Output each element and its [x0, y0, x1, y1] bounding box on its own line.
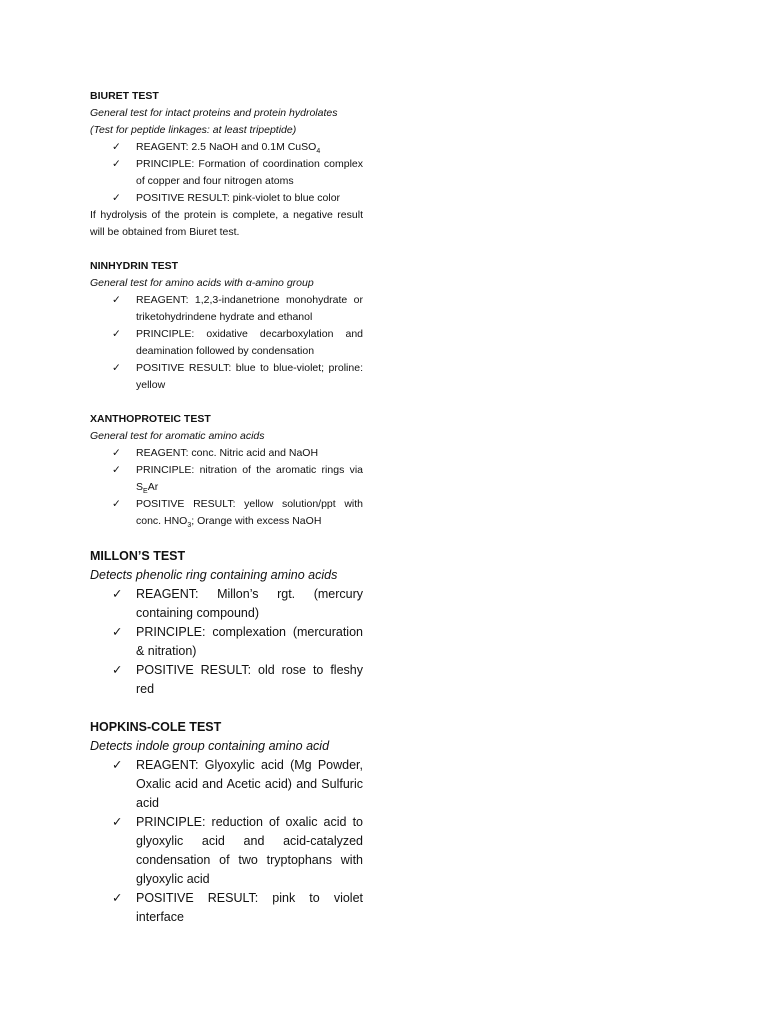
list-item	[90, 496, 363, 530]
list-item	[90, 139, 363, 156]
checkmark-icon: ✓	[112, 192, 121, 204]
millons-section	[90, 547, 363, 699]
bullet-list	[90, 585, 363, 699]
section-title: MILLON’S TEST	[90, 549, 186, 563]
principle-text: PRINCIPLE: nitration of the aromatic rings via S	[136, 464, 363, 493]
reagent-text: REAGENT: 1,2,3-indanetrione monohydrate or triketohydrindene hydrate and ethanol	[136, 294, 363, 323]
checkmark-icon: ✓	[112, 141, 121, 153]
result-text: POSITIVE RESULT: pink to violet interface	[136, 891, 363, 924]
checkmark-icon: ✓	[112, 447, 121, 459]
ninhydrin-section	[90, 258, 363, 394]
result-text: POSITIVE RESULT: blue to blue-violet; proline: yellow	[136, 362, 363, 391]
reagent-text: REAGENT: 2.5 NaOH and 0.1M CuSO	[136, 141, 317, 153]
section-subtitle: (Test for peptide linkages: at least tripeptide)	[90, 124, 297, 136]
principle-text: PRINCIPLE: complexation (mercuration & nitration)	[136, 625, 363, 658]
bullet-list	[90, 445, 363, 530]
result-text: POSITIVE RESULT: pink-violet to blue color	[136, 192, 341, 204]
list-item	[90, 756, 363, 813]
subscript: 3	[187, 522, 192, 530]
principle-text: PRINCIPLE: Formation of coordination complex of copper and four nitrogen atoms	[136, 158, 363, 187]
list-item	[90, 889, 363, 927]
principle-text: PRINCIPLE: reduction of oxalic acid to glyoxylic acid and acid-catalyzed condensation of two tryptophans with glyoxylic acid	[136, 815, 363, 886]
list-item	[90, 585, 363, 623]
checkmark-icon: ✓	[112, 464, 121, 476]
section-title: NINHYDRIN TEST	[90, 260, 179, 272]
section-subtitle: General test for intact proteins and protein hydrolates	[90, 107, 338, 119]
list-item	[90, 326, 363, 360]
list-item	[90, 623, 363, 661]
result-text: POSITIVE RESULT: yellow solution/ppt with conc. HNO	[136, 498, 363, 527]
hopkins-cole-section	[90, 718, 363, 927]
section-subtitle: Detects phenolic ring containing amino acids	[90, 568, 338, 582]
list-item	[90, 462, 363, 496]
principle-text: PRINCIPLE: oxidative decarboxylation and deamination followed by condensation	[136, 328, 363, 357]
section-title: BIURET TEST	[90, 90, 159, 102]
note-text: If hydrolysis of the protein is complete, a negative result will be obtained from Biuret test.	[90, 209, 363, 238]
list-item	[90, 292, 363, 326]
section-subtitle: General test for amino acids with α-amino group	[90, 277, 314, 289]
section-subtitle: Detects indole group containing amino acid	[90, 739, 330, 753]
result-text: POSITIVE RESULT: old rose to fleshy red	[136, 663, 363, 696]
list-item	[90, 445, 363, 462]
xanthoproteic-section	[90, 411, 363, 530]
result-text-end: ; Orange with excess NaOH	[191, 515, 322, 527]
checkmark-icon: ✓	[112, 587, 123, 601]
checkmark-icon: ✓	[112, 625, 123, 639]
checkmark-icon: ✓	[112, 663, 123, 677]
section-subtitle: General test for aromatic amino acids	[90, 430, 265, 442]
checkmark-icon: ✓	[112, 158, 121, 170]
list-item	[90, 813, 363, 889]
checkmark-icon: ✓	[112, 498, 121, 510]
bullet-list	[90, 292, 363, 394]
list-item	[90, 190, 363, 207]
list-item	[90, 661, 363, 699]
list-item	[90, 360, 363, 394]
checkmark-icon: ✓	[112, 891, 123, 905]
subscript: 4	[316, 148, 321, 156]
checkmark-icon: ✓	[112, 328, 121, 340]
principle-text-end: Ar	[147, 481, 159, 493]
checkmark-icon: ✓	[112, 758, 123, 772]
checkmark-icon: ✓	[112, 362, 121, 374]
list-item	[90, 156, 363, 190]
reagent-text: REAGENT: conc. Nitric acid and NaOH	[136, 447, 319, 459]
section-title: XANTHOPROTEIC TEST	[90, 413, 211, 425]
checkmark-icon: ✓	[112, 294, 121, 306]
bullet-list	[90, 139, 363, 207]
reagent-text: REAGENT: Glyoxylic acid (Mg Powder, Oxalic acid and Acetic acid) and Sulfuric acid	[136, 758, 363, 810]
reagent-text: REAGENT: Millon’s rgt. (mercury containing compound)	[136, 587, 363, 620]
section-title: HOPKINS-COLE TEST	[90, 720, 222, 734]
checkmark-icon: ✓	[112, 815, 123, 829]
bullet-list	[90, 756, 363, 927]
subscript: E	[143, 488, 148, 496]
biuret-section	[90, 88, 363, 241]
document-page	[90, 88, 363, 927]
